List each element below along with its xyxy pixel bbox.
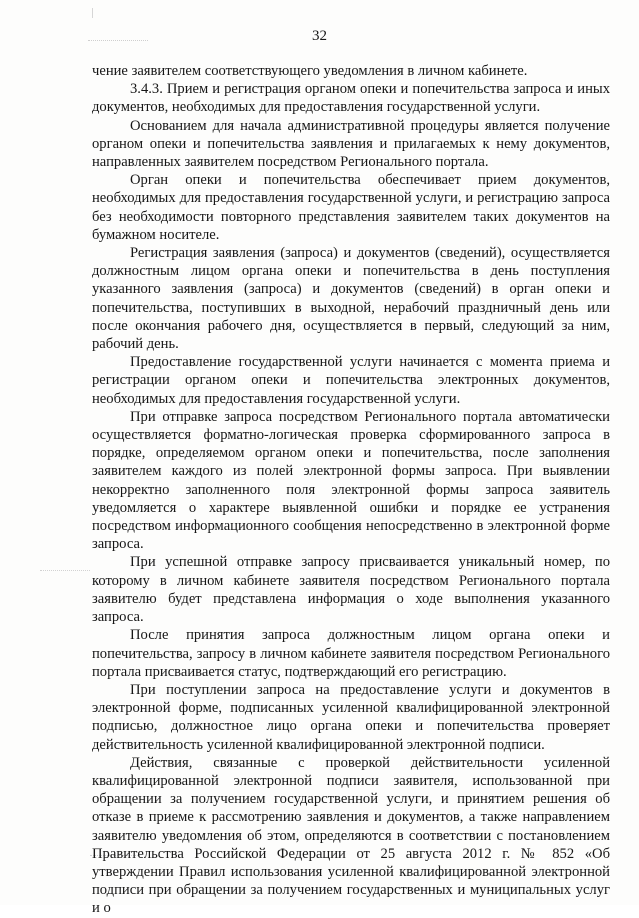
paragraph: При поступлении запроса на предоставление услуги и документов в электронной форме, подписанных усиленной квалифицированной электронной подписью, должностное лицо органа опеки и попечительства проверяет действительность усиленной квалифицированной электронной подписи. [92,681,610,753]
paragraph: Регистрация заявления (запроса) и документов (сведений), осуществляется должностным лицом органа опеки и попечительства в день поступления указанного заявления (запроса) и документов (сведений) в орган опеки и попечительства, поступивших в выходной, нерабочий праздничный день или после окончания рабочего дня, осуществляется в первый, следующий за ним, рабочий день. [92,245,610,353]
page-number: 32 [312,28,327,44]
paragraph: При успешной отправке запросу присваивается уникальный номер, по которому в личном кабинете заявителя посредством Регионального портала заявителю будет представлена информация о ходе выполнения указанного запроса. [92,554,610,626]
paragraph: Действия, связанные с проверкой действительности усиленной квалифицированной электронной подписи заявителя, использованной при обращении за получением государственной услуги, и принятием решения об отказе в приеме к рассмотрению заявления и документов, а также направлением заявителю уведомления об этом, определяются в соответствии с постановлением Правительства Российской Федерации от 25 августа 2012 г. № 852 «Об утверждении Правил использования усиленной квалифицированной электронной подписи при обращении за получением государственных и муниципальных услуг и о [92,754,610,917]
paragraph: После принятия запроса должностным лицом органа опеки и попечительства, запросу в личном кабинете заявителя посредством Регионального портала присваивается статус, подтверждающий его регистрацию. [92,627,610,680]
paragraph: 3.4.3. Прием и регистрация органом опеки и попечительства запроса и иных документов, необходимых для предоставления государственной услуги. [92,81,610,116]
scan-artifact [92,8,103,18]
scan-artifact [40,570,90,572]
document-body [92,62,610,918]
paragraph: При отправке запроса посредством Регионального портала автоматически осуществляется форматно-логическая проверка сформированного запроса в порядке, определяемом органом опеки и попечительства, после заполнения заявителем каждого из полей электронной формы запроса. При выявлении некорректно заполненного поля электронной формы запроса заявитель уведомляется о характере выявленной ошибки и порядке ее устранения посредством информационного сообщения непосредственно в электронной форме запроса. [92,408,610,553]
paragraph: Предоставление государственной услуги начинается с момента приема и регистрации органом опеки и попечительства электронных документов, необходимых для предоставления государственной услуги. [92,354,610,407]
paragraph: чение заявителем соответствующего уведомления в личном кабинете. [92,63,528,79]
paragraph: Основанием для начала административной процедуры является получение органом опеки и попечительства заявления и прилагаемых к нему документов, направленных заявителем посредством Регионального портала. [92,117,610,171]
paragraph: Орган опеки и попечительства обеспечивает прием документов, необходимых для предоставления государственной услуги, и регистрацию запроса без необходимости повторного представления заявителем таких документов на бумажном носителе. [92,172,610,243]
